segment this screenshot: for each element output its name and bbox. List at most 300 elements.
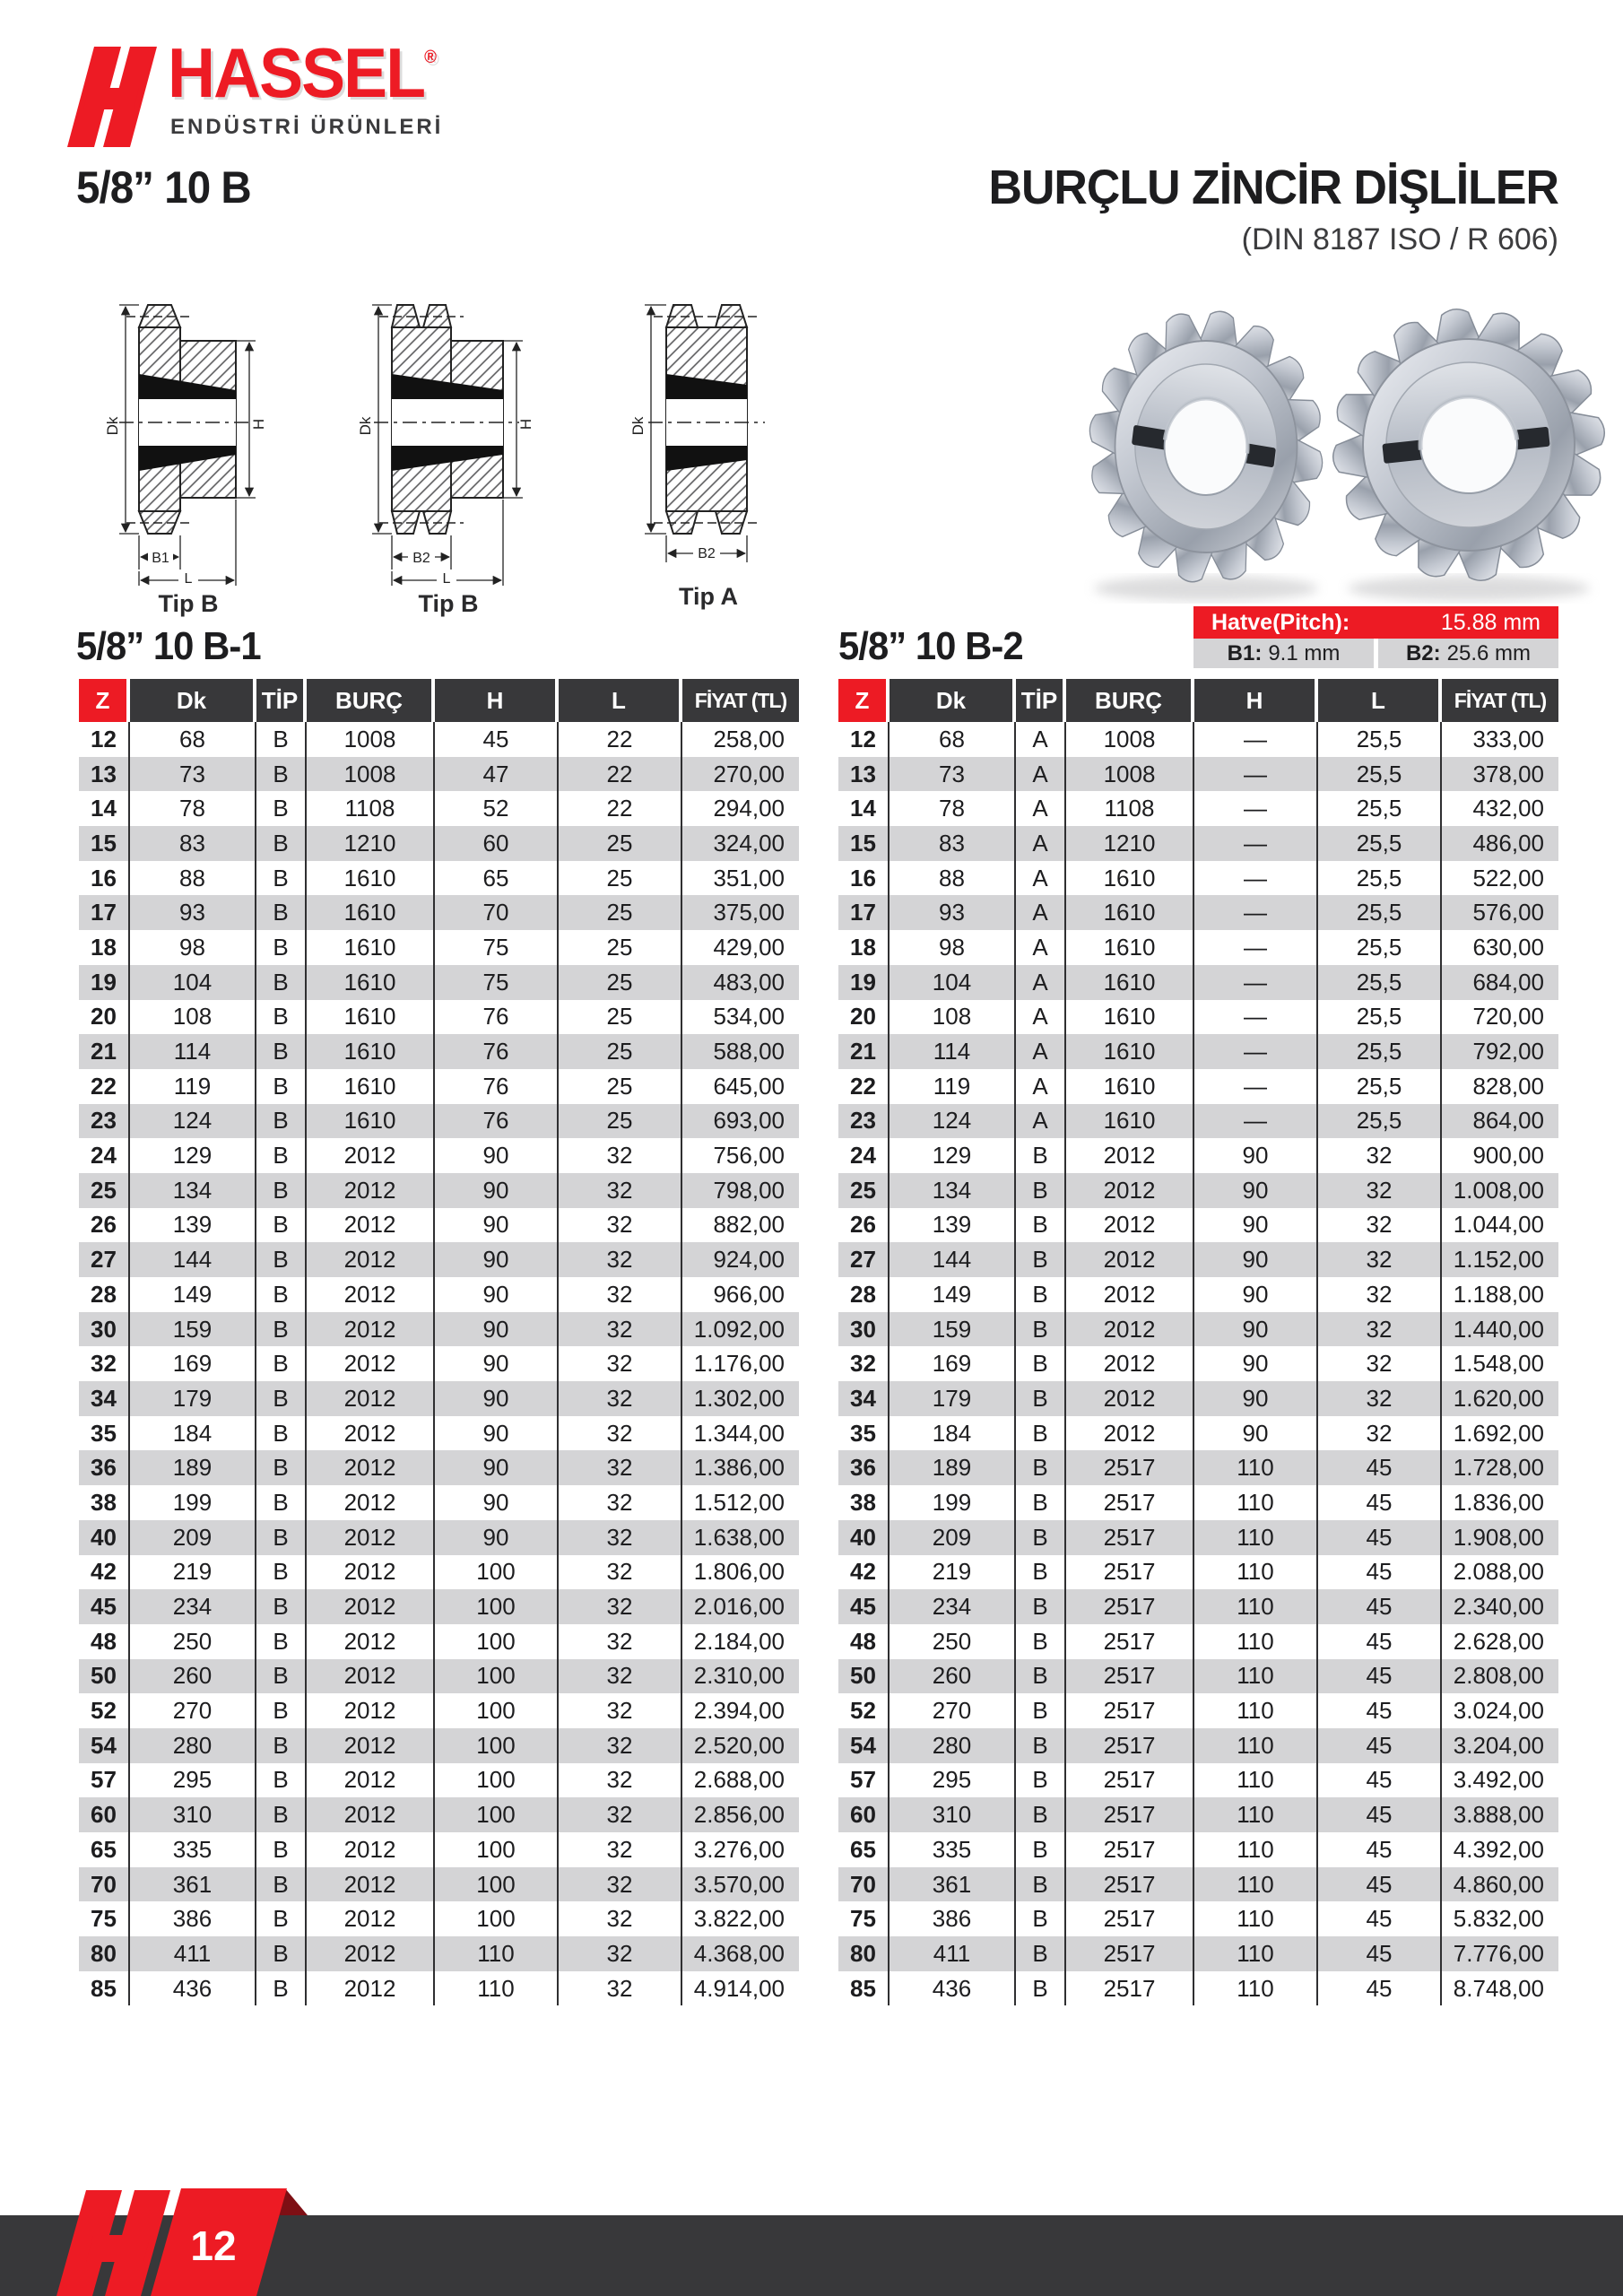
table-cell: 32 [559,1971,682,2006]
table-row [79,1173,799,1208]
table-cell: B [256,1832,307,1867]
table-cell: 52 [79,1693,130,1728]
table-cell: 12 [79,722,130,757]
pitch-label: Hatve(Pitch): [1211,609,1350,635]
table-cell: 110 [1194,1867,1318,1902]
table-cell: 2012 [1066,1346,1194,1381]
b1-label: B1: [1227,640,1263,665]
table-cell: B [1016,1763,1066,1798]
table-cell: 219 [890,1555,1016,1590]
table-row [79,1104,799,1139]
table-cell: 119 [130,1069,256,1104]
table-cell: 260 [130,1659,256,1694]
table-cell: 14 [838,791,890,826]
product-code: 5/8” 10 B [76,162,251,213]
table-cell: 2012 [307,1555,435,1590]
table-cell: 335 [130,1832,256,1867]
table-cell: 110 [1194,1936,1318,1971]
brand-tagline: ENDÜSTRİ ÜRÜNLERİ [170,115,444,139]
table-cell: 2012 [1066,1173,1194,1208]
table-cell: 258,00 [682,722,799,757]
table-cell: 1.806,00 [682,1555,799,1590]
table-cell: 1.836,00 [1442,1485,1558,1520]
table-cell: 25,5 [1318,1034,1442,1069]
table-row [79,757,799,792]
table-cell: B [1016,1624,1066,1659]
table-cell: 2517 [1066,1936,1194,1971]
table-cell: 684,00 [1442,965,1558,1000]
table-cell: 310 [890,1797,1016,1832]
table-cell: B [256,1104,307,1139]
table-row [838,1173,1558,1208]
table-cell: 100 [435,1693,559,1728]
table-cell: 294,00 [682,791,799,826]
table-cell: 45 [1318,1971,1442,2006]
table-cell: 110 [1194,1659,1318,1694]
table-row [79,861,799,896]
table-cell: 32 [559,1555,682,1590]
table-cell: 2012 [307,1971,435,2006]
table-cell: 20 [838,1000,890,1035]
table-cell: 45 [1318,1797,1442,1832]
table-cell: 36 [838,1450,890,1485]
table-cell: 4.392,00 [1442,1832,1558,1867]
table-cell: 361 [890,1867,1016,1902]
table-cell: B [256,1797,307,1832]
table-cell: 2517 [1066,1693,1194,1728]
table-cell: 966,00 [682,1277,799,1312]
table-cell: 486,00 [1442,826,1558,861]
table-row [838,1555,1558,1590]
table-cell: — [1194,791,1318,826]
table-row [838,1832,1558,1867]
table-cell: 260 [890,1659,1016,1694]
table-cell: 1108 [307,791,435,826]
table-row [838,1034,1558,1069]
table-cell: 32 [559,1832,682,1867]
table-cell: 828,00 [1442,1069,1558,1104]
table-cell: 110 [435,1936,559,1971]
svg-text:Dk: Dk [629,416,647,436]
table-cell: 90 [1194,1173,1318,1208]
table-cell: B [256,1208,307,1243]
table-cell: 45 [1318,1520,1442,1555]
table-cell: 234 [890,1589,1016,1624]
table-cell: 3.204,00 [1442,1728,1558,1763]
svg-text:H: H [250,418,267,430]
table-row [838,1901,1558,1936]
table-row [838,1659,1558,1694]
table-cell: B [256,1971,307,2006]
table-cell: 45 [1318,1589,1442,1624]
table-cell: — [1194,1069,1318,1104]
table-cell: 57 [79,1763,130,1798]
table-cell: 184 [130,1416,256,1451]
table-cell: 2517 [1066,1450,1194,1485]
table-cell: 1610 [1066,895,1194,930]
table-cell: 159 [130,1312,256,1347]
table-cell: 798,00 [682,1173,799,1208]
table-cell: 98 [130,930,256,965]
table-cell: 76 [435,1069,559,1104]
table-cell: 45 [1318,1936,1442,1971]
table-cell: B [256,1416,307,1451]
table-cell: 16 [838,861,890,896]
page-number: 12 [190,2222,237,2269]
table-cell: 25,5 [1318,722,1442,757]
table-cell: 90 [1194,1138,1318,1173]
table-header [79,679,799,722]
table-cell: 30 [838,1312,890,1347]
table-cell: 2.016,00 [682,1589,799,1624]
table-cell: 32 [1318,1381,1442,1416]
table-cell: 52 [435,791,559,826]
table-cell: B [256,1867,307,1902]
table-cell: 2517 [1066,1520,1194,1555]
table-cell: 2012 [307,1797,435,1832]
table-cell: B [256,1763,307,1798]
table-cell: 100 [435,1555,559,1590]
table-cell: 32 [559,1312,682,1347]
table-cell: 47 [435,757,559,792]
table-cell: 90 [435,1346,559,1381]
table-cell: 1.044,00 [1442,1208,1558,1243]
table-cell: 5.832,00 [1442,1901,1558,1936]
table-cell: 28 [838,1277,890,1312]
table-cell: 78 [130,791,256,826]
table-cell: 45 [1318,1659,1442,1694]
svg-text:B2: B2 [412,551,430,566]
table-cell: 45 [1318,1763,1442,1798]
table-cell: 2012 [307,1277,435,1312]
table-cell: 110 [1194,1624,1318,1659]
table-cell: 88 [130,861,256,896]
table-cell: 864,00 [1442,1104,1558,1139]
table-cell: 40 [79,1520,130,1555]
table-row [838,1728,1558,1763]
table-cell: B [1016,1242,1066,1277]
table-cell: 27 [838,1242,890,1277]
table-row [838,1589,1558,1624]
table-cell: 32 [559,1381,682,1416]
table-cell: 90 [1194,1242,1318,1277]
table-cell: 45 [1318,1624,1442,1659]
table-cell: 144 [130,1242,256,1277]
table-cell: 110 [1194,1797,1318,1832]
table-cell: 17 [838,895,890,930]
table-row [838,1381,1558,1416]
table-row [838,1763,1558,1798]
drawing-tip-b-single [76,291,300,587]
table-row [838,1867,1558,1902]
table-cell: 90 [435,1416,559,1451]
table-cell: A [1016,757,1066,792]
table-cell: 1610 [307,1069,435,1104]
table-cell: 114 [130,1034,256,1069]
table-cell: B [1016,1277,1066,1312]
table-cell: 42 [79,1555,130,1590]
table-cell: 1610 [307,1034,435,1069]
table-cell: 310 [130,1797,256,1832]
table-row [838,861,1558,896]
table-cell: 32 [559,1450,682,1485]
table-cell: 1210 [1066,826,1194,861]
table-cell: 32 [559,1728,682,1763]
table-cell: 882,00 [682,1208,799,1243]
table-row [79,1450,799,1485]
table-cell: B [256,1034,307,1069]
table-cell: 129 [130,1138,256,1173]
table-cell: 219 [130,1555,256,1590]
table-cell: B [1016,1346,1066,1381]
table-cell: 1.008,00 [1442,1173,1558,1208]
table-cell: 1.386,00 [682,1450,799,1485]
table-cell: 90 [435,1520,559,1555]
table-cell: 900,00 [1442,1138,1558,1173]
table-cell: 76 [435,1104,559,1139]
table-cell: 645,00 [682,1069,799,1104]
table-cell: — [1194,861,1318,896]
table-cell: B [1016,1659,1066,1694]
table-cell: 1.344,00 [682,1416,799,1451]
table-cell: 100 [435,1728,559,1763]
table-cell: 534,00 [682,1000,799,1035]
table-cell: 1610 [1066,1034,1194,1069]
table-cell: 25 [559,861,682,896]
table-row [838,1936,1558,1971]
table-cell: 100 [435,1763,559,1798]
table-row [79,1208,799,1243]
table-row [838,1312,1558,1347]
table-cell: 25 [559,965,682,1000]
table-row [79,1971,799,2006]
table-cell: 2012 [1066,1242,1194,1277]
table-cell: 90 [435,1312,559,1347]
table-cell: 24 [79,1138,130,1173]
table-cell: 184 [890,1416,1016,1451]
table-row [79,1346,799,1381]
table-cell: 295 [890,1763,1016,1798]
pitch-info-box [1193,606,1558,668]
sprocket-photo-double [1319,295,1614,595]
table-cell: A [1016,1034,1066,1069]
table-cell: 110 [1194,1555,1318,1590]
table-cell: 2012 [1066,1312,1194,1347]
table-cell: 2.628,00 [1442,1624,1558,1659]
table-cell: 110 [1194,1971,1318,2006]
table-cell: 25 [79,1173,130,1208]
table-cell: B [256,861,307,896]
table-cell: 2517 [1066,1728,1194,1763]
table-cell: 32 [559,1659,682,1694]
table-cell: 2012 [307,1867,435,1902]
table-cell: 378,00 [1442,757,1558,792]
table-cell: 2517 [1066,1797,1194,1832]
table-cell: 45 [435,722,559,757]
table-cell: 2.088,00 [1442,1555,1558,1590]
table-cell: 2012 [1066,1208,1194,1243]
table-cell: 1.512,00 [682,1485,799,1520]
table-cell: 90 [435,1381,559,1416]
table-cell: B [1016,1832,1066,1867]
table-cell: 48 [79,1624,130,1659]
table-cell: 179 [890,1381,1016,1416]
table-cell: 32 [559,1208,682,1243]
table-row [838,1242,1558,1277]
svg-text:L: L [442,571,451,587]
table-cell: 270 [130,1693,256,1728]
table-cell: 22 [838,1069,890,1104]
table-cell: 54 [838,1728,890,1763]
table-row [838,1693,1558,1728]
table-cell: 1610 [1066,1104,1194,1139]
table-cell: 110 [1194,1832,1318,1867]
table-cell: 1008 [307,722,435,757]
table-cell: 25,5 [1318,1069,1442,1104]
table-cell: 35 [838,1416,890,1451]
table-row [79,1659,799,1694]
table-cell: 25 [559,1034,682,1069]
table-cell: 2012 [307,1346,435,1381]
table-cell: 80 [79,1936,130,1971]
table-cell: 90 [1194,1416,1318,1451]
table-cell: 22 [79,1069,130,1104]
table-cell: — [1194,1034,1318,1069]
table-cell: 65 [838,1832,890,1867]
table-row [79,895,799,930]
table-cell: B [1016,1693,1066,1728]
table-cell: 149 [130,1277,256,1312]
table-cell: B [256,791,307,826]
table-cell: B [256,1138,307,1173]
svg-text:Dk: Dk [104,416,121,436]
page-subtitle: (DIN 8187 ISO / R 606) [1241,222,1558,257]
table-cell: 4.368,00 [682,1936,799,1971]
table-cell: 85 [838,1971,890,2006]
header-cell-dk: Dk [130,679,256,722]
table-cell: 25,5 [1318,895,1442,930]
table-cell: 25 [838,1173,890,1208]
table-cell: B [256,1555,307,1590]
table-cell: A [1016,722,1066,757]
table-cell: 70 [838,1867,890,1902]
table-cell: B [1016,1416,1066,1451]
b2-label: B2: [1405,640,1441,665]
table-cell: 169 [890,1346,1016,1381]
table-row [79,791,799,826]
table-cell: 2012 [307,1138,435,1173]
table-cell: 32 [1318,1416,1442,1451]
table-cell: 2012 [307,1312,435,1347]
table-cell: 40 [838,1520,890,1555]
table-cell: 32 [838,1346,890,1381]
table-row [838,965,1558,1000]
table-cell: B [256,1173,307,1208]
table-cell: 13 [79,757,130,792]
table-cell: 42 [838,1555,890,1590]
table-row [838,930,1558,965]
table-cell: 1610 [1066,1000,1194,1035]
table-cell: B [256,1381,307,1416]
table-cell: 54 [79,1728,130,1763]
table-cell: 2012 [307,1173,435,1208]
drawing-label: Tip A [679,583,738,610]
table-cell: 22 [559,757,682,792]
table-cell: 199 [890,1485,1016,1520]
table-cell: 32 [559,1520,682,1555]
table-cell: 90 [435,1208,559,1243]
table-cell: 2012 [307,1693,435,1728]
table-row [79,1242,799,1277]
table-cell: 4.860,00 [1442,1867,1558,1902]
table-cell: 76 [435,1034,559,1069]
table-cell: B [256,1693,307,1728]
table-cell: 26 [838,1208,890,1243]
table-cell: 90 [435,1242,559,1277]
table-cell: 110 [1194,1450,1318,1485]
table-cell: 139 [890,1208,1016,1243]
table-cell: 75 [79,1901,130,1936]
table-cell: 110 [435,1971,559,2006]
table-cell: 436 [890,1971,1016,2006]
table-cell: 1.152,00 [1442,1242,1558,1277]
table-cell: 90 [1194,1277,1318,1312]
table-cell: B [256,1277,307,1312]
table-cell: 45 [1318,1901,1442,1936]
table-cell: — [1194,930,1318,965]
table-cell: B [256,1520,307,1555]
table-cell: 1.302,00 [682,1381,799,1416]
table-cell: 411 [130,1936,256,1971]
table-cell: 16 [79,861,130,896]
table-cell: 1.092,00 [682,1312,799,1347]
table-cell: 32 [1318,1312,1442,1347]
table-cell: — [1194,1104,1318,1139]
table-cell: 110 [1194,1763,1318,1798]
table-cell: 149 [890,1277,1016,1312]
table-cell: 32 [559,1797,682,1832]
table-cell: 50 [838,1659,890,1694]
table-cell: 75 [435,965,559,1000]
table-cell: 1008 [1066,757,1194,792]
table-cell: 189 [890,1450,1016,1485]
table-cell: 27 [79,1242,130,1277]
brand-h-icon [67,47,164,147]
table-cell: 100 [435,1624,559,1659]
header-cell-l: L [559,679,682,722]
sprocket-photos [1058,292,1614,608]
table-cell: 110 [1194,1693,1318,1728]
table-cell: 2012 [307,1763,435,1798]
table-cell: 32 [559,1138,682,1173]
svg-text:B2: B2 [698,546,716,561]
header-cell-fi-yat-tl-: FİYAT (TL) [682,679,799,722]
table-row [838,1485,1558,1520]
brand-name: HASSEL® [168,33,437,112]
table-cell: 2.688,00 [682,1763,799,1798]
table-row [838,1624,1558,1659]
table-cell: 3.888,00 [1442,1797,1558,1832]
table-cell: B [256,722,307,757]
table-row [838,1208,1558,1243]
table-cell: 209 [890,1520,1016,1555]
table-cell: B [256,930,307,965]
table-cell: 19 [838,965,890,1000]
table-cell: 15 [838,826,890,861]
table-row [79,722,799,757]
table-cell: 189 [130,1450,256,1485]
table-cell: 13 [838,757,890,792]
